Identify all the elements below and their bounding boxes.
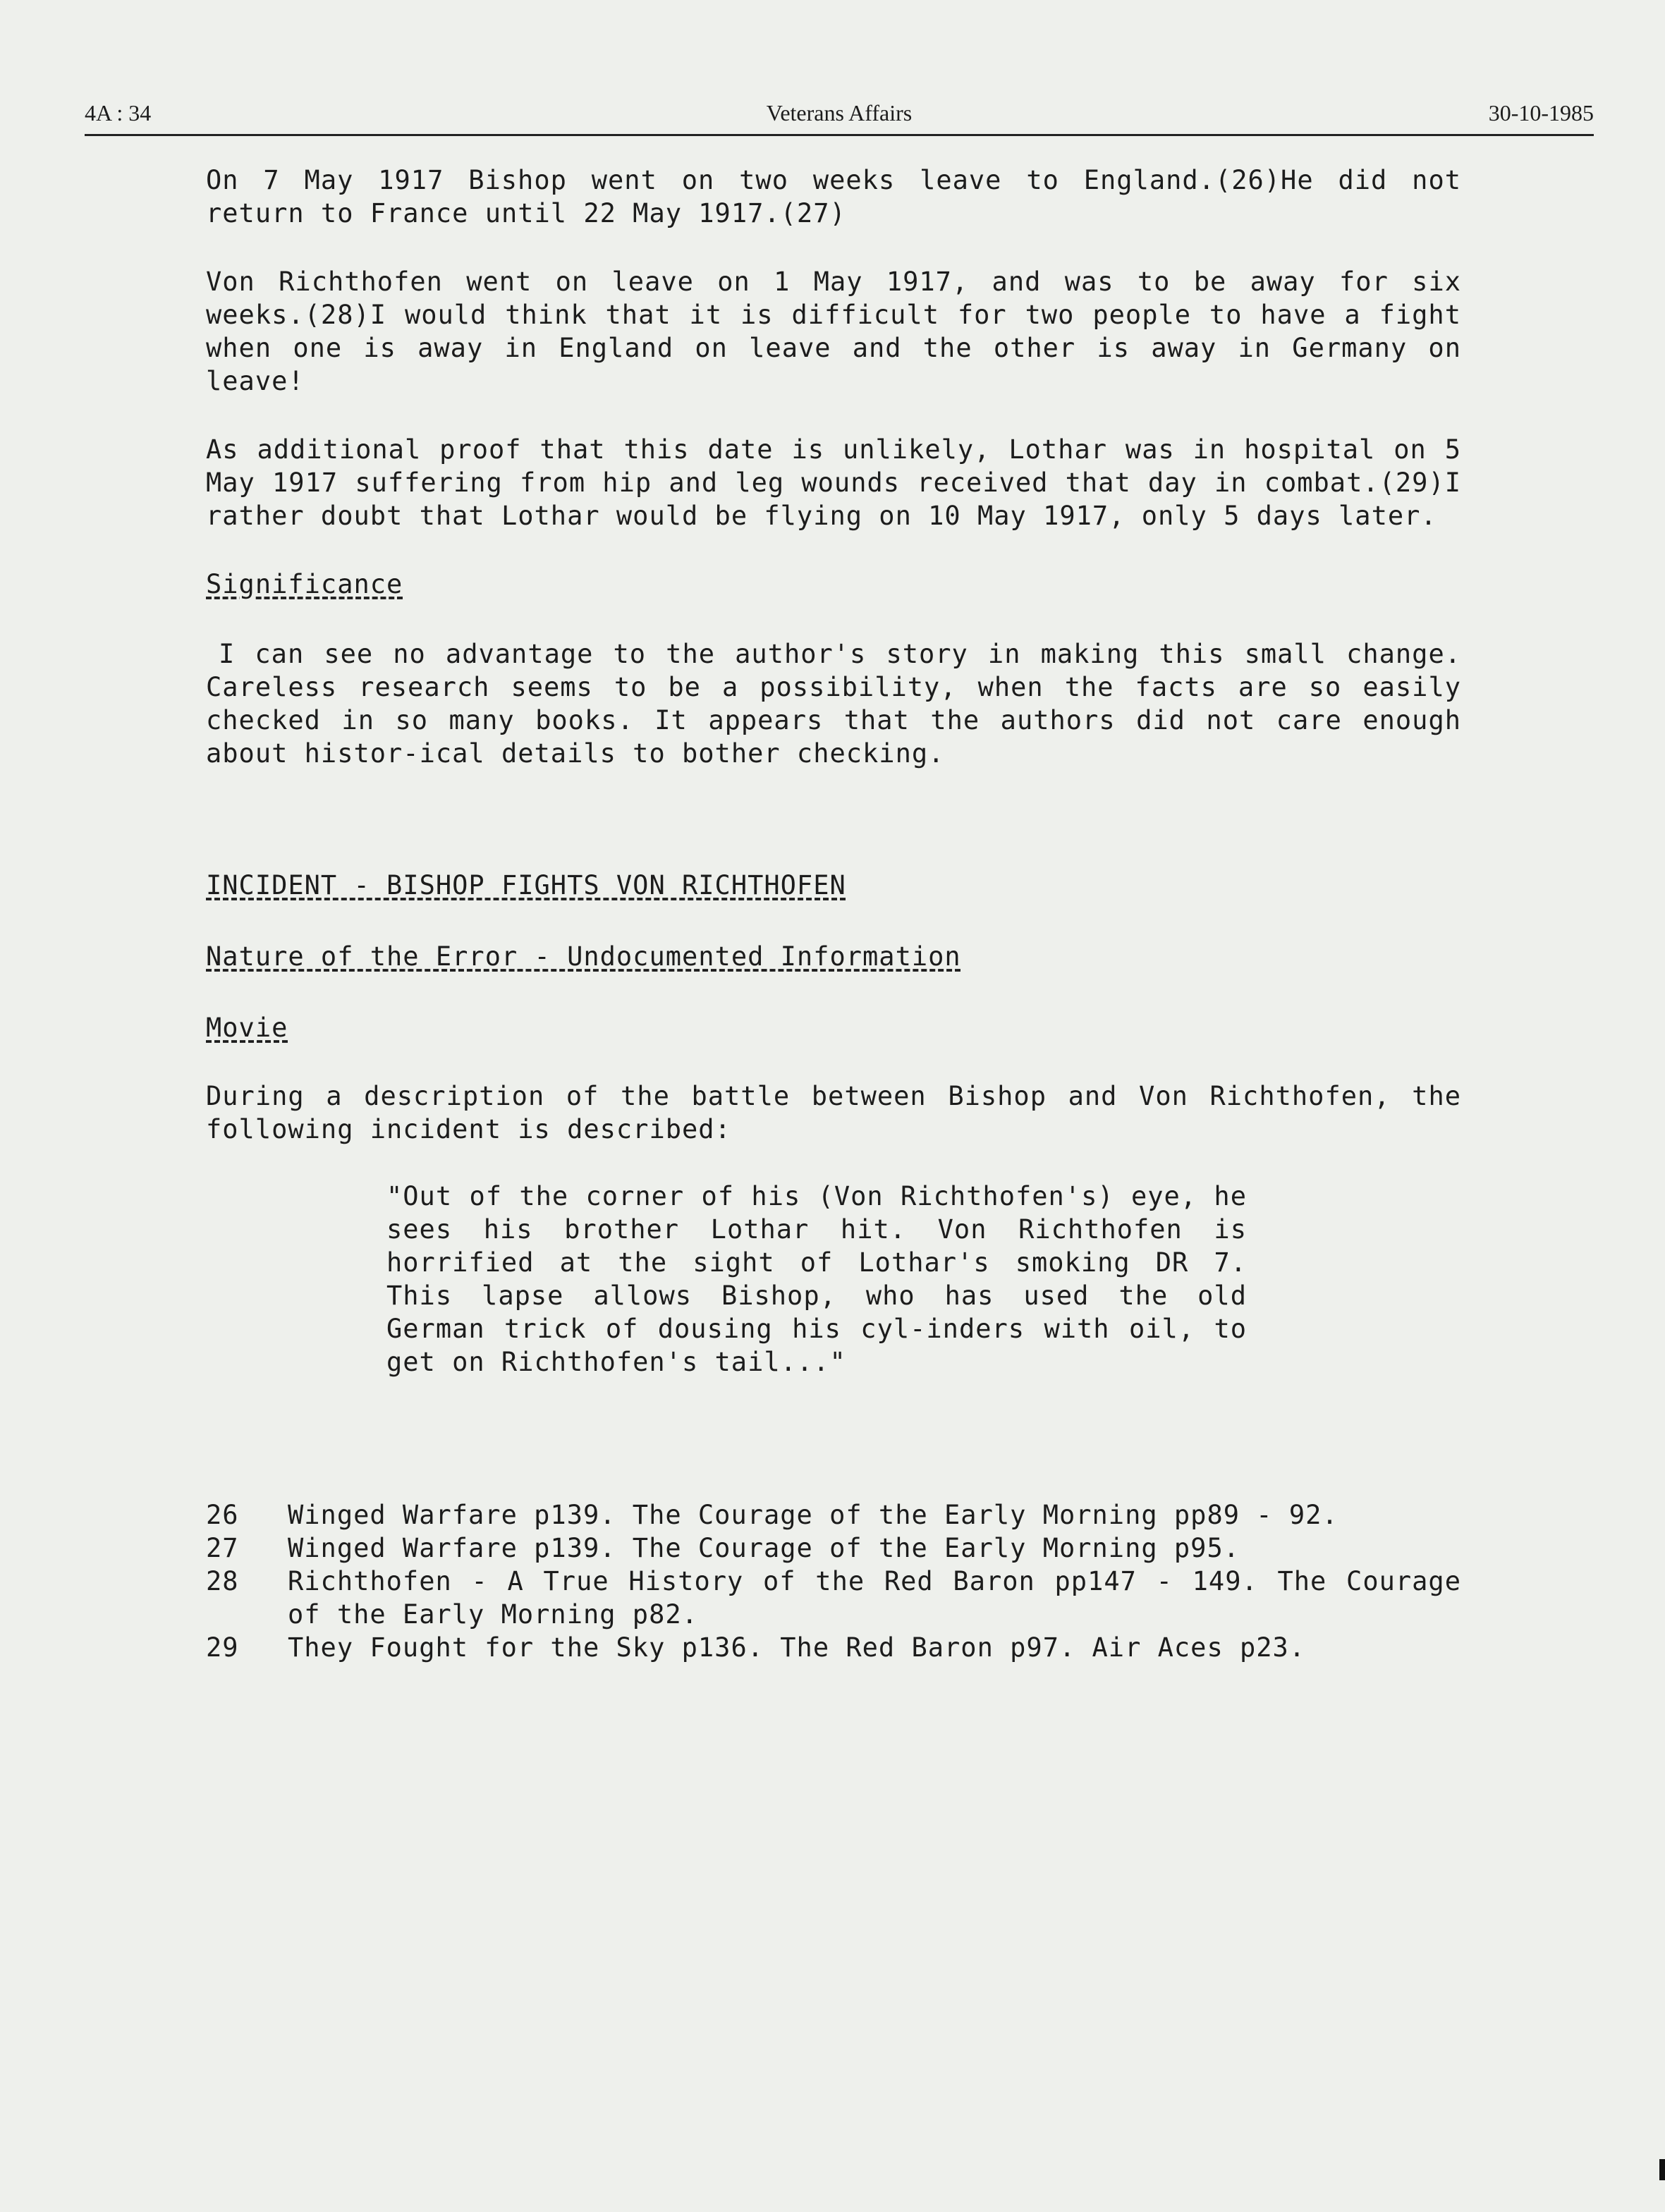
movie-quote: "Out of the corner of his (Von Richthofen's) eye, he sees his brother Lothar hit. Von Richthofen is horrified at the sight of Lothar's smoking DR 7. This lapse allows Bishop, who has used the old German trick of dousing his cyl-inders with oil, to get on Richthofen's tail..."	[386, 1181, 1247, 1377]
movie-heading: Movie	[206, 1013, 288, 1043]
incident-description: During a description of the battle between Bishop and Von Richthofen, the following incident is described:	[206, 1081, 1461, 1144]
footnote-number: 27	[206, 1533, 239, 1563]
scan-edge-mark	[1659, 2159, 1665, 2180]
significance-text: I can see no advantage to the author's story in making this small change. Careless research seems to be a possibility, when the facts are so easily checked in so many books. It appears that the authors did not care enough about histor-ical details to bother checking.	[206, 639, 1461, 769]
footnote-text: Winged Warfare p139. The Courage of the Early Morning p95.	[288, 1533, 1240, 1563]
footnote-number: 29	[206, 1632, 239, 1663]
header-date: 30-10-1985	[1488, 100, 1594, 126]
footnote	[206, 1532, 1461, 1565]
footnote	[206, 1631, 1461, 1664]
paragraph-bishop-leave: On 7 May 1917 Bishop went on two weeks leave to England.(26)He did not return to France until 22 May 1917.(27)	[206, 165, 1461, 228]
footnote-text: Richthofen - A True History of the Red Baron pp147 - 149. The Courage of the Early Morning p82.	[288, 1566, 1461, 1630]
incident-heading: INCIDENT - BISHOP FIGHTS VON RICHTHOFEN	[206, 870, 846, 900]
significance-heading: Significance	[206, 569, 403, 599]
document-body	[206, 164, 1461, 1664]
footnote-text: Winged Warfare p139. The Courage of the Early Morning pp89 - 92.	[288, 1500, 1338, 1530]
nature-of-error-heading: Nature of the Error - Undocumented Information	[206, 941, 961, 972]
footnote-text: They Fought for the Sky p136. The Red Baron p97. Air Aces p23.	[288, 1632, 1306, 1663]
section-number: 4A : 34	[85, 100, 152, 126]
footnote	[206, 1565, 1461, 1631]
header-title: Veterans Affairs	[766, 100, 913, 126]
paragraph-lothar-hospital: As additional proof that this date is unlikely, Lothar was in hospital on 5 May 1917 suffering from hip and leg wounds received that day in combat.(29)I rather doubt that Lothar would be flying on 10 May 1917, only 5 days later.	[206, 434, 1461, 531]
paragraph-richthofen-leave: Von Richthofen went on leave on 1 May 1917, and was to be away for six weeks.(28)I would think that it is difficult for two people to have a fight when one is away in England on leave and the other is away in Germany on leave!	[206, 267, 1461, 396]
page-header	[85, 97, 1594, 136]
footnote-number: 28	[206, 1566, 239, 1596]
footnote	[206, 1498, 1461, 1532]
footnote-number: 26	[206, 1500, 239, 1530]
